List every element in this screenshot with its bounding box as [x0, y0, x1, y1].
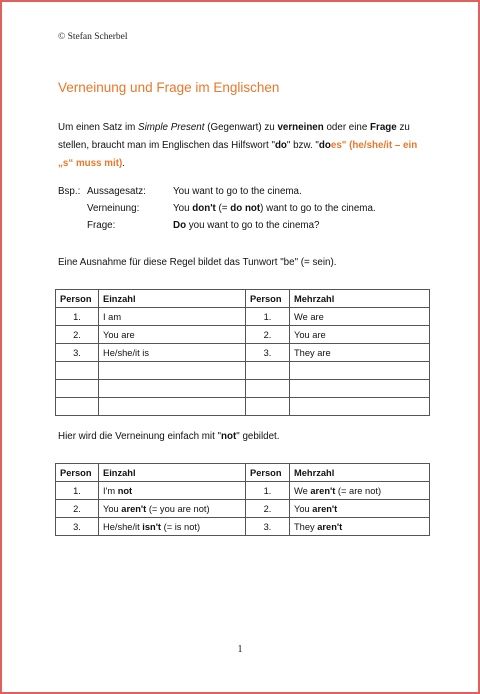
example-row-statement	[58, 186, 438, 203]
form-text: They	[294, 521, 318, 532]
negation-term-not: not	[221, 431, 237, 442]
example-row-question	[58, 220, 438, 237]
table-row-empty	[56, 380, 430, 398]
person-number: 3.	[56, 344, 99, 362]
example-text: You	[173, 203, 193, 214]
intro-note-he-she-it: (he/she/it – ein „s“ muss mit)	[58, 140, 418, 169]
table-row	[56, 308, 430, 326]
intro-paragraph	[58, 119, 428, 173]
intro-text: (Gegenwart) zu	[204, 122, 278, 133]
form-negation: aren't	[317, 521, 343, 532]
empty-cell	[290, 380, 430, 398]
person-number: 1.	[246, 482, 290, 500]
form-negation: aren't	[312, 503, 338, 514]
example-sentence	[173, 220, 320, 231]
negation-text: Hier wird die Verneinung einfach mit "	[58, 431, 222, 442]
table-header-cell: Person	[246, 464, 290, 482]
person-number: 3.	[246, 518, 290, 536]
intro-text: Um einen Satz im	[58, 122, 139, 133]
person-number: 2.	[246, 500, 290, 518]
example-text: you want to go to the cinema?	[186, 220, 320, 231]
empty-cell	[56, 398, 99, 416]
intro-term-frage: Frage	[370, 122, 397, 133]
be-negation-table	[55, 463, 430, 536]
singular-form: You are	[99, 326, 246, 344]
person-number: 2.	[56, 500, 99, 518]
person-number: 1.	[56, 308, 99, 326]
singular-form	[99, 518, 246, 536]
form-text: (= is not)	[161, 521, 201, 532]
intro-text: " bzw. "	[286, 140, 319, 151]
form-negation: isn't	[142, 521, 162, 532]
table-row-empty	[56, 398, 430, 416]
example-label: Aussagesatz:	[87, 186, 146, 197]
intro-term-verneinen: verneinen	[277, 122, 324, 133]
example-sentence	[173, 186, 302, 197]
plural-form	[290, 482, 430, 500]
form-text: We	[294, 485, 311, 496]
empty-cell	[99, 362, 246, 380]
table-header-cell: Mehrzahl	[290, 290, 430, 308]
copyright-notice: © Stefan Scherbel	[58, 32, 128, 42]
empty-cell	[290, 362, 430, 380]
table-row-empty	[56, 362, 430, 380]
empty-cell	[99, 398, 246, 416]
table-row	[56, 500, 430, 518]
intro-term-does-es: es"	[330, 140, 347, 151]
intro-term-do: do	[274, 140, 287, 151]
table-row	[56, 344, 430, 362]
plural-form	[290, 500, 430, 518]
person-number: 2.	[246, 326, 290, 344]
empty-cell	[56, 380, 99, 398]
intro-text: zu stellen, braucht man im Englischen das Hilfswort "	[58, 122, 410, 151]
intro-text: .	[122, 158, 125, 169]
table-header-row	[56, 464, 430, 482]
person-number: 1.	[56, 482, 99, 500]
plural-form: They are	[290, 344, 430, 362]
example-text: ) want to go to the cinema.	[260, 203, 376, 214]
example-emphasis: do not	[230, 203, 261, 214]
form-text: You	[103, 503, 122, 514]
example-emphasis: Do	[173, 220, 187, 231]
table-header-cell: Person	[56, 464, 99, 482]
form-text: (= you are not)	[146, 503, 210, 514]
table-header-cell: Einzahl	[99, 290, 246, 308]
examples-prefix: Bsp.:	[58, 186, 81, 197]
form-text: He/she/it	[103, 521, 143, 532]
plural-form: We are	[290, 308, 430, 326]
page-title: Verneinung und Frage im Englischen	[58, 80, 280, 95]
table-row	[56, 518, 430, 536]
example-emphasis: don't	[192, 203, 216, 214]
examples-block	[58, 186, 438, 237]
negation-paragraph	[58, 431, 280, 442]
singular-form	[99, 500, 246, 518]
form-negation: not	[117, 485, 133, 496]
table-header-cell: Person	[56, 290, 99, 308]
empty-cell	[56, 362, 99, 380]
example-text: You want to go to the cinema.	[173, 186, 302, 197]
example-label: Verneinung:	[87, 203, 140, 214]
table-row	[56, 482, 430, 500]
negation-text: " gebildet.	[236, 431, 280, 442]
page-number: 1	[237, 644, 243, 655]
table-row	[56, 326, 430, 344]
plural-form: You are	[290, 326, 430, 344]
intro-term-does-do: do	[318, 140, 331, 151]
person-number: 2.	[56, 326, 99, 344]
empty-cell	[246, 398, 290, 416]
person-number: 1.	[246, 308, 290, 326]
plural-form	[290, 518, 430, 536]
singular-form: He/she/it is	[99, 344, 246, 362]
empty-cell	[246, 362, 290, 380]
example-row-negation	[58, 203, 438, 220]
be-exception-paragraph: Eine Ausnahme für diese Regel bildet das Tunwort "be" (= sein).	[58, 257, 337, 268]
form-negation: aren't	[121, 503, 147, 514]
singular-form: I am	[99, 308, 246, 326]
example-text: (=	[215, 203, 231, 214]
form-text: I'm	[103, 485, 118, 496]
form-negation: aren't	[310, 485, 336, 496]
form-text: You	[294, 503, 313, 514]
table-header-cell: Mehrzahl	[290, 464, 430, 482]
empty-cell	[290, 398, 430, 416]
table-header-cell: Einzahl	[99, 464, 246, 482]
table-header-row	[56, 290, 430, 308]
person-number: 3.	[56, 518, 99, 536]
empty-cell	[99, 380, 246, 398]
person-number: 3.	[246, 344, 290, 362]
empty-cell	[246, 380, 290, 398]
intro-term-simple-present: Simple Present	[138, 122, 205, 133]
intro-text: oder eine	[323, 122, 371, 133]
form-text: (= are not)	[335, 485, 382, 496]
be-conjugation-table	[55, 289, 430, 416]
table-header-cell: Person	[246, 290, 290, 308]
example-label: Frage:	[87, 220, 116, 231]
example-sentence	[173, 203, 376, 214]
singular-form	[99, 482, 246, 500]
